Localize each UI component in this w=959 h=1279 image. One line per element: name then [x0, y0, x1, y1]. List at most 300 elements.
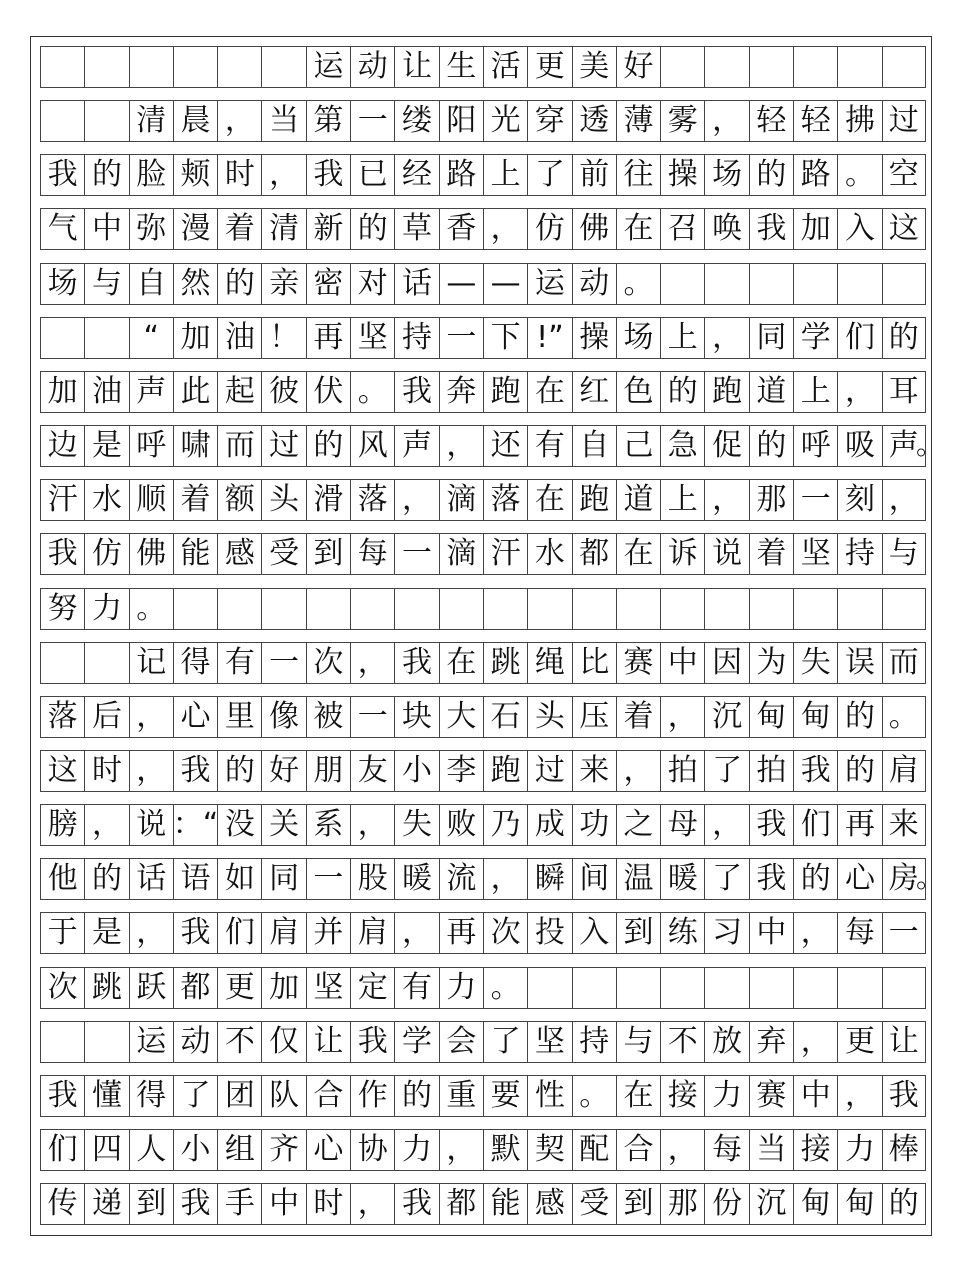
grid-cell-char: ， — [350, 1183, 394, 1225]
grid-cell-char: 我 — [173, 1183, 217, 1225]
grid-cell-char: 我 — [749, 858, 793, 900]
grid-cell-empty — [217, 588, 261, 630]
grid-cell-char: 己 — [616, 425, 660, 467]
grid-cell-empty — [837, 967, 881, 1009]
grid-cell-char: 们 — [793, 804, 837, 846]
grid-row — [40, 967, 926, 1009]
grid-row — [40, 371, 926, 413]
grid-cell-char: 好 — [616, 46, 660, 88]
grid-cell-empty — [394, 588, 438, 630]
grid-cell-char: ， — [129, 696, 173, 738]
grid-cell-char: 心 — [173, 696, 217, 738]
grid-cell-char: 合 — [616, 1129, 660, 1171]
grid-cell-char: 仿 — [84, 533, 128, 575]
grid-cell-char: 弃 — [749, 1021, 793, 1063]
grid-cell-empty — [129, 46, 173, 88]
grid-cell-char: 因 — [704, 642, 748, 684]
grid-cell-char: 懂 — [84, 1075, 128, 1117]
grid-cell-char: 们 — [837, 317, 881, 359]
grid-cell-char: 入 — [572, 912, 616, 954]
grid-cell-char: 运 — [306, 46, 350, 88]
grid-cell-char: ， — [217, 100, 261, 142]
grid-cell-char: 的 — [882, 1183, 926, 1225]
grid-cell-char: 的 — [837, 696, 881, 738]
grid-cell-char: 们 — [217, 912, 261, 954]
grid-cell-char: 落 — [40, 696, 84, 738]
grid-cell-empty — [527, 588, 571, 630]
grid-cell-char: 感 — [527, 1183, 571, 1225]
grid-cell-char: 放 — [704, 1021, 748, 1063]
grid-cell-char: 香 — [439, 208, 483, 250]
grid-cell-char: 时 — [306, 1183, 350, 1225]
grid-cell-char: 持 — [572, 1021, 616, 1063]
grid-row — [40, 696, 926, 738]
grid-cell-char: 顺 — [129, 479, 173, 521]
grid-cell-char: 心 — [306, 1129, 350, 1171]
grid-cell-char: 道 — [616, 479, 660, 521]
grid-cell-char: ， — [394, 912, 438, 954]
grid-cell-char: ， — [350, 642, 394, 684]
grid-cell-char: 同 — [261, 858, 305, 900]
grid-cell-char: 运 — [129, 1021, 173, 1063]
grid-cell-char: 促 — [704, 425, 748, 467]
grid-cell-char: 这 — [40, 750, 84, 792]
grid-cell-char: 我 — [40, 154, 84, 196]
grid-cell-empty — [350, 588, 394, 630]
grid-cell-char: ， — [616, 750, 660, 792]
grid-cell-char: 来 — [882, 804, 926, 846]
grid-row — [40, 1021, 926, 1063]
grid-cell-char: 油 — [217, 317, 261, 359]
grid-cell-char: 次 — [306, 642, 350, 684]
grid-cell-char: 晨 — [173, 100, 217, 142]
grid-cell-char: 拍 — [660, 750, 704, 792]
grid-cell-empty — [173, 46, 217, 88]
grid-cell-empty — [261, 46, 305, 88]
grid-cell-char: 我 — [40, 1075, 84, 1117]
grid-cell-char: 跃 — [129, 967, 173, 1009]
grid-cell-char: 着 — [217, 208, 261, 250]
grid-cell-char: 这 — [882, 208, 926, 250]
grid-cell-char: 上 — [660, 317, 704, 359]
grid-row — [40, 208, 926, 250]
grid-cell-char: 不 — [660, 1021, 704, 1063]
grid-cell-empty — [704, 263, 748, 305]
grid-cell-empty — [84, 1021, 128, 1063]
grid-cell-char: 路 — [439, 154, 483, 196]
grid-cell-empty — [749, 967, 793, 1009]
grid-cell-char: ， — [704, 317, 748, 359]
grid-cell-char: 轻 — [793, 100, 837, 142]
grid-cell-char: 。 — [483, 967, 527, 1009]
grid-cell-char: 合 — [306, 1075, 350, 1117]
grid-cell-char: 自 — [129, 263, 173, 305]
grid-cell-char: 雾 — [660, 100, 704, 142]
grid-cell-char: 沉 — [749, 1183, 793, 1225]
grid-cell-char: 比 — [572, 642, 616, 684]
grid-cell-char: ， — [837, 371, 881, 413]
grid-cell-empty — [84, 46, 128, 88]
grid-cell-char: 被 — [306, 696, 350, 738]
grid-cell-char: 母 — [660, 804, 704, 846]
grid-row — [40, 100, 926, 142]
grid-cell-empty — [660, 263, 704, 305]
grid-cell-char: 一 — [350, 696, 394, 738]
grid-cell-char: 额 — [217, 479, 261, 521]
grid-cell-char: 让 — [394, 46, 438, 88]
grid-cell-char: 唤 — [704, 208, 748, 250]
grid-cell-char: 的 — [660, 371, 704, 413]
grid-cell-char: 那 — [749, 479, 793, 521]
grid-cell-empty — [704, 967, 748, 1009]
grid-cell-char: 友 — [350, 750, 394, 792]
grid-cell-empty — [793, 588, 837, 630]
grid-cell-char: 我 — [350, 1021, 394, 1063]
grid-cell-char: ， — [660, 696, 704, 738]
grid-cell-char: 前 — [572, 154, 616, 196]
grid-cell-char: ， — [394, 479, 438, 521]
grid-cell-char: ， — [439, 1129, 483, 1171]
grid-cell-char: 。 — [882, 696, 926, 738]
grid-cell-char: 我 — [306, 154, 350, 196]
grid-cell-empty — [837, 588, 881, 630]
grid-row — [40, 750, 926, 792]
grid-cell-empty — [749, 588, 793, 630]
grid-cell-char: ， — [793, 1021, 837, 1063]
grid-row — [40, 317, 926, 359]
grid-cell-char: ， — [261, 154, 305, 196]
grid-cell-char: 了 — [527, 154, 571, 196]
grid-cell-char: ， — [350, 804, 394, 846]
grid-cell-char: 头 — [527, 696, 571, 738]
grid-cell-char: 每 — [350, 533, 394, 575]
grid-cell-char: 生 — [439, 46, 483, 88]
grid-cell-char: 赛 — [749, 1075, 793, 1117]
grid-cell-char: 协 — [350, 1129, 394, 1171]
grid-cell-char: 更 — [217, 967, 261, 1009]
grid-cell-char: 力 — [84, 588, 128, 630]
grid-cell-char: 颊 — [173, 154, 217, 196]
grid-cell-empty — [84, 317, 128, 359]
grid-cell-char: 心 — [837, 858, 881, 900]
grid-cell-char: 说 — [129, 804, 173, 846]
grid-cell-char: 空 — [882, 154, 926, 196]
grid-cell-char: 更 — [837, 1021, 881, 1063]
grid-cell-char: 呼 — [129, 425, 173, 467]
grid-cell-char: 经 — [394, 154, 438, 196]
grid-cell-char: 一 — [350, 100, 394, 142]
grid-cell-char: 压 — [572, 696, 616, 738]
grid-cell-char: 路 — [793, 154, 837, 196]
grid-cell-empty — [882, 588, 926, 630]
grid-cell-char: 到 — [616, 1183, 660, 1225]
grid-cell-char: 齐 — [261, 1129, 305, 1171]
grid-cell-char: 都 — [173, 967, 217, 1009]
grid-cell-char: 肩 — [350, 912, 394, 954]
grid-cell-char: 自 — [572, 425, 616, 467]
grid-cell-char: 刻 — [837, 479, 881, 521]
grid-cell-char: 失 — [394, 804, 438, 846]
grid-cell-char: 在 — [527, 479, 571, 521]
grid-cell-char: 我 — [40, 533, 84, 575]
grid-cell-char: 我 — [749, 804, 793, 846]
grid-cell-empty — [616, 967, 660, 1009]
grid-cell-char: ， — [660, 1129, 704, 1171]
grid-cell-char: 块 — [394, 696, 438, 738]
grid-cell-char: 小 — [173, 1129, 217, 1171]
grid-row — [40, 533, 926, 575]
grid-cell-empty — [882, 967, 926, 1009]
grid-cell-char: 还 — [483, 425, 527, 467]
grid-cell-char: 让 — [882, 1021, 926, 1063]
grid-cell-char: 契 — [527, 1129, 571, 1171]
grid-cell-char: 呼 — [793, 425, 837, 467]
grid-cell-char: ， — [439, 425, 483, 467]
grid-cell-char: 的 — [350, 208, 394, 250]
grid-cell-char: 会 — [439, 1021, 483, 1063]
grid-cell-char: 到 — [129, 1183, 173, 1225]
grid-cell-char: 加 — [173, 317, 217, 359]
grid-cell-char: ， — [84, 804, 128, 846]
grid-cell-char: 的 — [217, 750, 261, 792]
grid-cell-char: 我 — [394, 371, 438, 413]
grid-cell-char: 密 — [306, 263, 350, 305]
grid-cell-empty — [40, 1021, 84, 1063]
grid-cell-empty — [217, 46, 261, 88]
grid-cell-char: 每 — [837, 912, 881, 954]
grid-cell-char: 系 — [306, 804, 350, 846]
grid-cell-char: 能 — [173, 533, 217, 575]
grid-row — [40, 912, 926, 954]
grid-cell-char: 上 — [660, 479, 704, 521]
grid-cell-char: 大 — [439, 696, 483, 738]
grid-cell-char: ：“ — [173, 804, 217, 846]
grid-cell-char: 坚 — [793, 533, 837, 575]
grid-cell-char: 是 — [84, 425, 128, 467]
grid-cell-empty — [40, 642, 84, 684]
grid-cell-char: 声 — [882, 425, 926, 467]
grid-cell-char: 着 — [173, 479, 217, 521]
grid-cell-char: 伏 — [306, 371, 350, 413]
grid-cell-empty — [660, 46, 704, 88]
grid-cell-char: 跳 — [84, 967, 128, 1009]
grid-cell-char: 努 — [40, 588, 84, 630]
grid-cell-char: 气 — [40, 208, 84, 250]
grid-cell-char: 轻 — [749, 100, 793, 142]
grid-cell-empty — [749, 263, 793, 305]
grid-cell-char: 接 — [660, 1075, 704, 1117]
grid-cell-char: 再 — [439, 912, 483, 954]
grid-cell-char: 的 — [749, 154, 793, 196]
grid-cell-char: 温 — [616, 858, 660, 900]
grid-cell-char: 动 — [350, 46, 394, 88]
grid-row — [40, 1183, 926, 1225]
grid-cell-empty — [483, 588, 527, 630]
grid-cell-char: 力 — [394, 1129, 438, 1171]
grid-cell-char: 加 — [793, 208, 837, 250]
overflow-punctuation: 。 — [916, 428, 945, 462]
grid-cell-char: 阳 — [439, 100, 483, 142]
grid-cell-char: — — [483, 263, 527, 305]
grid-cell-empty — [882, 46, 926, 88]
grid-cell-char: 一 — [261, 642, 305, 684]
grid-cell-char: 甸 — [749, 696, 793, 738]
grid-cell-char: 学 — [394, 1021, 438, 1063]
grid-cell-char: 对 — [350, 263, 394, 305]
grid-row — [40, 588, 926, 630]
grid-cell-empty — [660, 967, 704, 1009]
grid-cell-char: 了 — [483, 1021, 527, 1063]
grid-cell-char: 坚 — [350, 317, 394, 359]
grid-cell-char: 间 — [572, 858, 616, 900]
grid-cell-char: 膀 — [40, 804, 84, 846]
grid-cell-char: 滑 — [306, 479, 350, 521]
grid-cell-char: 而 — [217, 425, 261, 467]
grid-cell-char: 。 — [350, 371, 394, 413]
grid-cell-char: 汗 — [483, 533, 527, 575]
grid-cell-char: 力 — [837, 1129, 881, 1171]
grid-cell-char: 与 — [882, 533, 926, 575]
grid-cell-char: 甸 — [837, 1183, 881, 1225]
grid-cell-char: 佛 — [129, 533, 173, 575]
grid-cell-char: 配 — [572, 1129, 616, 1171]
grid-cell-char: 性 — [527, 1075, 571, 1117]
grid-cell-char: 小 — [394, 750, 438, 792]
grid-cell-char: 不 — [217, 1021, 261, 1063]
grid-cell-empty — [439, 588, 483, 630]
grid-cell-char: 。 — [837, 154, 881, 196]
grid-cell-char: 我 — [749, 208, 793, 250]
grid-cell-char: 耳 — [882, 371, 926, 413]
grid-cell-char: 次 — [40, 967, 84, 1009]
grid-cell-char: 的 — [793, 858, 837, 900]
grid-cell-char: 次 — [483, 912, 527, 954]
grid-cell-char: 风 — [350, 425, 394, 467]
grid-cell-char: 了 — [173, 1075, 217, 1117]
grid-cell-char: 了 — [704, 858, 748, 900]
grid-cell-char: 记 — [129, 642, 173, 684]
grid-cell-char: 我 — [173, 912, 217, 954]
grid-cell-char: 中 — [261, 1183, 305, 1225]
grid-cell-char: 时 — [84, 750, 128, 792]
grid-cell-char: 受 — [572, 1183, 616, 1225]
grid-cell-char: 。 — [572, 1075, 616, 1117]
grid-cell-char: 股 — [350, 858, 394, 900]
grid-cell-char: 急 — [660, 425, 704, 467]
grid-cell-char: 场 — [616, 317, 660, 359]
grid-cell-char: 败 — [439, 804, 483, 846]
grid-cell-char: 误 — [837, 642, 881, 684]
grid-cell-empty — [40, 317, 84, 359]
grid-cell-char: 都 — [572, 533, 616, 575]
grid-cell-char: 功 — [572, 804, 616, 846]
grid-cell-char: 落 — [483, 479, 527, 521]
grid-cell-char: 水 — [84, 479, 128, 521]
grid-cell-char: 清 — [129, 100, 173, 142]
grid-cell-char: 在 — [616, 533, 660, 575]
grid-cell-char: 啸 — [173, 425, 217, 467]
grid-cell-char: 光 — [483, 100, 527, 142]
grid-cell-char: 力 — [439, 967, 483, 1009]
grid-cell-char: 成 — [527, 804, 571, 846]
grid-cell-char: 得 — [129, 1075, 173, 1117]
grid-cell-char: ， — [837, 1075, 881, 1117]
grid-cell-char: 薄 — [616, 100, 660, 142]
grid-cell-char: 他 — [40, 858, 84, 900]
grid-cell-char: 的 — [882, 317, 926, 359]
grid-cell-char: 跑 — [704, 371, 748, 413]
grid-cell-char: 再 — [837, 804, 881, 846]
grid-cell-char: 。 — [129, 588, 173, 630]
grid-cell-char: 新 — [306, 208, 350, 250]
grid-cell-char: 已 — [350, 154, 394, 196]
grid-row — [40, 425, 926, 467]
grid-cell-char: 奔 — [439, 371, 483, 413]
grid-cell-char: 此 — [173, 371, 217, 413]
grid-cell-char: 坚 — [306, 967, 350, 1009]
grid-cell-char: 动 — [572, 263, 616, 305]
grid-cell-char: 缕 — [394, 100, 438, 142]
grid-cell-char: 每 — [704, 1129, 748, 1171]
grid-cell-char: 滴 — [439, 479, 483, 521]
grid-cell-char: 时 — [217, 154, 261, 196]
grid-cell-char: 当 — [749, 1129, 793, 1171]
grid-cell-char: 说 — [704, 533, 748, 575]
grid-cell-char: 得 — [173, 642, 217, 684]
grid-cell-char: 彼 — [261, 371, 305, 413]
grid-cell-char: 那 — [660, 1183, 704, 1225]
grid-cell-char: 诉 — [660, 533, 704, 575]
grid-cell-char: ， — [129, 912, 173, 954]
grid-cell-char: 下 — [483, 317, 527, 359]
grid-cell-char: 好 — [261, 750, 305, 792]
grid-cell-char: 肩 — [261, 912, 305, 954]
grid-cell-char: !” — [527, 317, 571, 359]
grid-cell-char: ， — [882, 479, 926, 521]
grid-cell-char: 力 — [704, 1075, 748, 1117]
grid-cell-char: 操 — [660, 154, 704, 196]
grid-cell-char: 学 — [793, 317, 837, 359]
grid-cell-char: 漫 — [173, 208, 217, 250]
grid-cell-char: 于 — [40, 912, 84, 954]
grid-cell-empty — [572, 588, 616, 630]
grid-cell-char: 递 — [84, 1183, 128, 1225]
grid-cell-char: 我 — [793, 750, 837, 792]
grid-row — [40, 642, 926, 684]
grid-cell-char: 团 — [217, 1075, 261, 1117]
grid-cell-empty — [749, 46, 793, 88]
grid-cell-empty — [837, 263, 881, 305]
grid-cell-char: 中 — [660, 642, 704, 684]
grid-cell-empty — [527, 967, 571, 1009]
grid-cell-char: 召 — [660, 208, 704, 250]
grid-cell-char: 我 — [173, 750, 217, 792]
grid-cell-char: 的 — [84, 858, 128, 900]
grid-cell-char: 的 — [749, 425, 793, 467]
grid-cell-char: ， — [793, 912, 837, 954]
grid-cell-char: 在 — [527, 371, 571, 413]
grid-cell-char: 一 — [793, 479, 837, 521]
grid-cell-char: 话 — [129, 858, 173, 900]
grid-cell-char: 吸 — [837, 425, 881, 467]
grid-cell-char: 接 — [793, 1129, 837, 1171]
grid-cell-empty — [793, 967, 837, 1009]
grid-cell-char: 了 — [704, 750, 748, 792]
grid-cell-char: 到 — [306, 533, 350, 575]
grid-cell-char: 加 — [40, 371, 84, 413]
grid-cell-char: 美 — [572, 46, 616, 88]
grid-cell-char: 与 — [84, 263, 128, 305]
